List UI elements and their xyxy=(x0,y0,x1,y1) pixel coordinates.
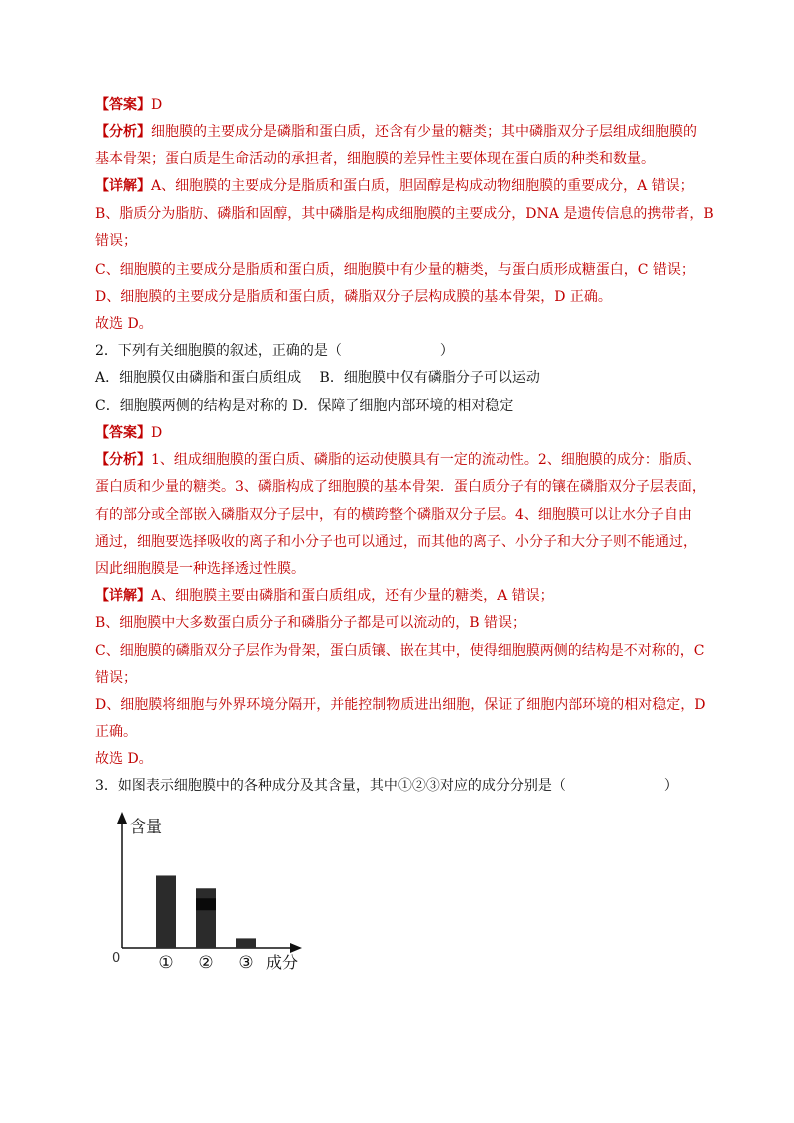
q2-stem: 2．下列有关细胞膜的叙述，正确的是（ ） xyxy=(95,343,454,359)
q2-detail-c1: C、细胞膜的磷脂双分子层作为骨架，蛋白质镶、嵌在其中，使得细胞膜两侧的结构是不对称的，C xyxy=(95,643,705,659)
bar-1 xyxy=(156,875,176,948)
answer-tag: 【答案】 xyxy=(95,425,151,441)
q1-detail-a xyxy=(95,177,715,195)
detail-text: A、细胞膜的主要成分是脂质和蛋白质，胆固醇是构成动物细胞膜的重要成分，A 错误； xyxy=(151,178,694,194)
analysis-tag: 【分析】 xyxy=(95,124,151,140)
q1-detail-d: D、细胞膜的主要成分是脂质和蛋白质，磷脂双分子层构成膜的基本骨架，D 正确。 xyxy=(95,289,612,305)
analysis-text: 细胞膜的主要成分是磷脂和蛋白质，还含有少量的糖类；其中磷脂双分子层组成细胞膜的 xyxy=(151,124,697,140)
y-axis-label: 含量 xyxy=(130,817,163,836)
answer-value: D xyxy=(151,97,163,113)
bar-chart-svg xyxy=(100,810,320,980)
q2-detail-d2: 正确。 xyxy=(95,724,137,740)
category-label-3: ③ xyxy=(238,953,254,973)
analysis-tag: 【分析】 xyxy=(95,452,151,468)
origin-label: 0 xyxy=(112,951,121,966)
answer-tag: 【答案】 xyxy=(95,97,151,113)
detail-tag: 【详解】 xyxy=(95,178,151,194)
q1-answer xyxy=(95,96,715,114)
q1-detail-b2: 错误； xyxy=(95,233,137,249)
q2-analysis-line5: 因此细胞膜是一种选择透过性膜。 xyxy=(95,561,305,577)
q2-detail-d1: D、细胞膜将细胞与外界环境分隔开，并能控制物质进出细胞，保证了细胞内部环境的相对稳定，D xyxy=(95,697,706,713)
answer-value: D xyxy=(151,425,163,441)
x-axis-label: 成分 xyxy=(266,953,299,972)
q1-detail-c: C、细胞膜的主要成分是脂质和蛋白质，细胞膜中有少量的糖类，与蛋白质形成糖蛋白，C 错误； xyxy=(95,262,695,278)
q1-analysis-line2: 基本骨架；蛋白质是生命活动的承担者，细胞膜的差异性主要体现在蛋白质的种类和数量。 xyxy=(95,151,655,167)
q3-stem: 3．如图表示细胞膜中的各种成分及其含量，其中①②③对应的成分分别是（ ） xyxy=(95,778,678,794)
category-label-1: ① xyxy=(158,953,174,973)
q2-analysis-line1 xyxy=(95,451,715,469)
q2-answer xyxy=(95,424,715,442)
bar-2 xyxy=(196,888,216,948)
q2-conclusion: 故选 D。 xyxy=(95,751,153,767)
q2-detail-c2: 错误； xyxy=(95,670,137,686)
q2-analysis-line4: 通过，细胞要选择吸收的离子和小分子也可以通过，而其他的离子、小分子和大分子则不能通过， xyxy=(95,534,697,550)
q1-detail-b1: B、脂质分为脂肪、磷脂和固醇，其中磷脂是构成细胞膜的主要成分，DNA 是遗传信息的携带者，B xyxy=(95,206,714,222)
q2-detail-b: B、细胞膜中大多数蛋白质分子和磷脂分子都是可以流动的，B 错误； xyxy=(95,615,527,631)
q2-analysis-line3: 有的部分或全部嵌入磷脂双分子层中，有的横跨整个磷脂双分子层。4、细胞膜可以让水分子自由 xyxy=(95,507,692,523)
y-axis-arrow xyxy=(117,812,127,824)
q1-conclusion: 故选 D。 xyxy=(95,316,153,332)
x-axis-arrow xyxy=(290,943,302,953)
q2-analysis-line2: 蛋白质和少量的糖类。3、磷脂构成了细胞膜的基本骨架．蛋白质分子有的镶在磷脂双分子层表面， xyxy=(95,479,706,495)
q2-options-ab: A．细胞膜仅由磷脂和蛋白质组成 B．细胞膜中仅有磷脂分子可以运动 xyxy=(95,370,540,386)
q1-analysis-line1 xyxy=(95,123,715,141)
bar-3 xyxy=(236,938,256,948)
component-content-chart xyxy=(100,810,320,980)
detail-tag: 【详解】 xyxy=(95,588,151,604)
category-label-2: ② xyxy=(198,953,214,973)
detail-text: A、细胞膜主要由磷脂和蛋白质组成，还有少量的糖类，A 错误； xyxy=(151,588,554,604)
q2-options-cd: C．细胞膜两侧的结构是对称的 D．保障了细胞内部环境的相对稳定 xyxy=(95,398,514,414)
bar-2-band xyxy=(196,898,216,910)
analysis-text: 1、组成细胞膜的蛋白质、磷脂的运动使膜具有一定的流动性。2、细胞膜的成分：脂质、 xyxy=(151,452,701,468)
q2-detail-a xyxy=(95,587,715,605)
